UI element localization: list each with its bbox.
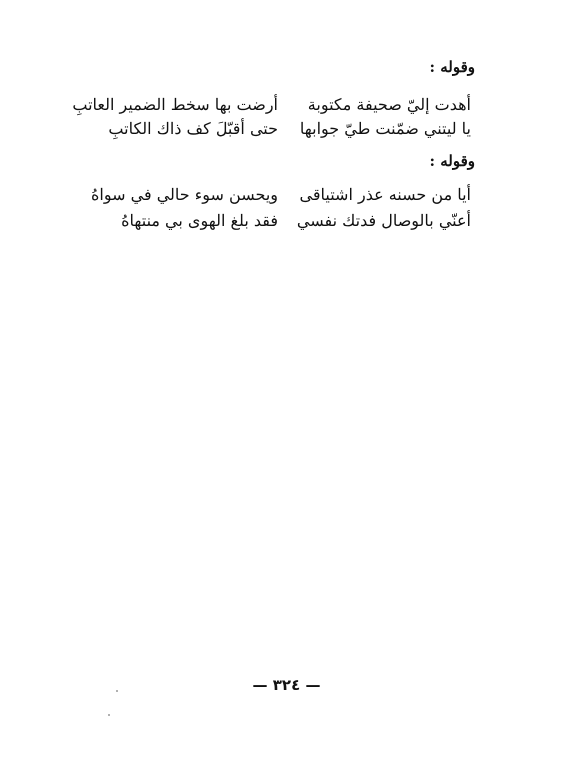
- verse-4-first-hemistich: أعنّي بالوصال فدتك نفسي: [296, 211, 471, 230]
- verse-3-second-hemistich: ويحسن سوء حالي في سواهُ: [91, 185, 278, 204]
- section-heading-2: وقوله :: [429, 152, 475, 170]
- scan-speck: [108, 714, 110, 716]
- verse-2-first-hemistich: يا ليتني ضمّنت طيّ جوابها: [299, 119, 471, 138]
- page-number: — ٣٢٤ —: [252, 676, 321, 694]
- verse-2-second-hemistich: حتى أقبّلَ كف ذاك الكاتبِ: [108, 119, 278, 138]
- verse-4-second-hemistich: فقد بلغ الهوى بي منتهاهُ: [121, 211, 278, 230]
- section-heading-1: وقوله :: [429, 58, 475, 76]
- verse-1-second-hemistich: أرضت بها سخط الضمير العاتبِ: [72, 95, 278, 114]
- verse-1-first-hemistich: أهدت إليّ صحيفة مكتوبة: [307, 95, 471, 114]
- scan-speck: [116, 690, 118, 692]
- verse-3-first-hemistich: أيا من حسنه عذر اشتياقى: [299, 185, 471, 204]
